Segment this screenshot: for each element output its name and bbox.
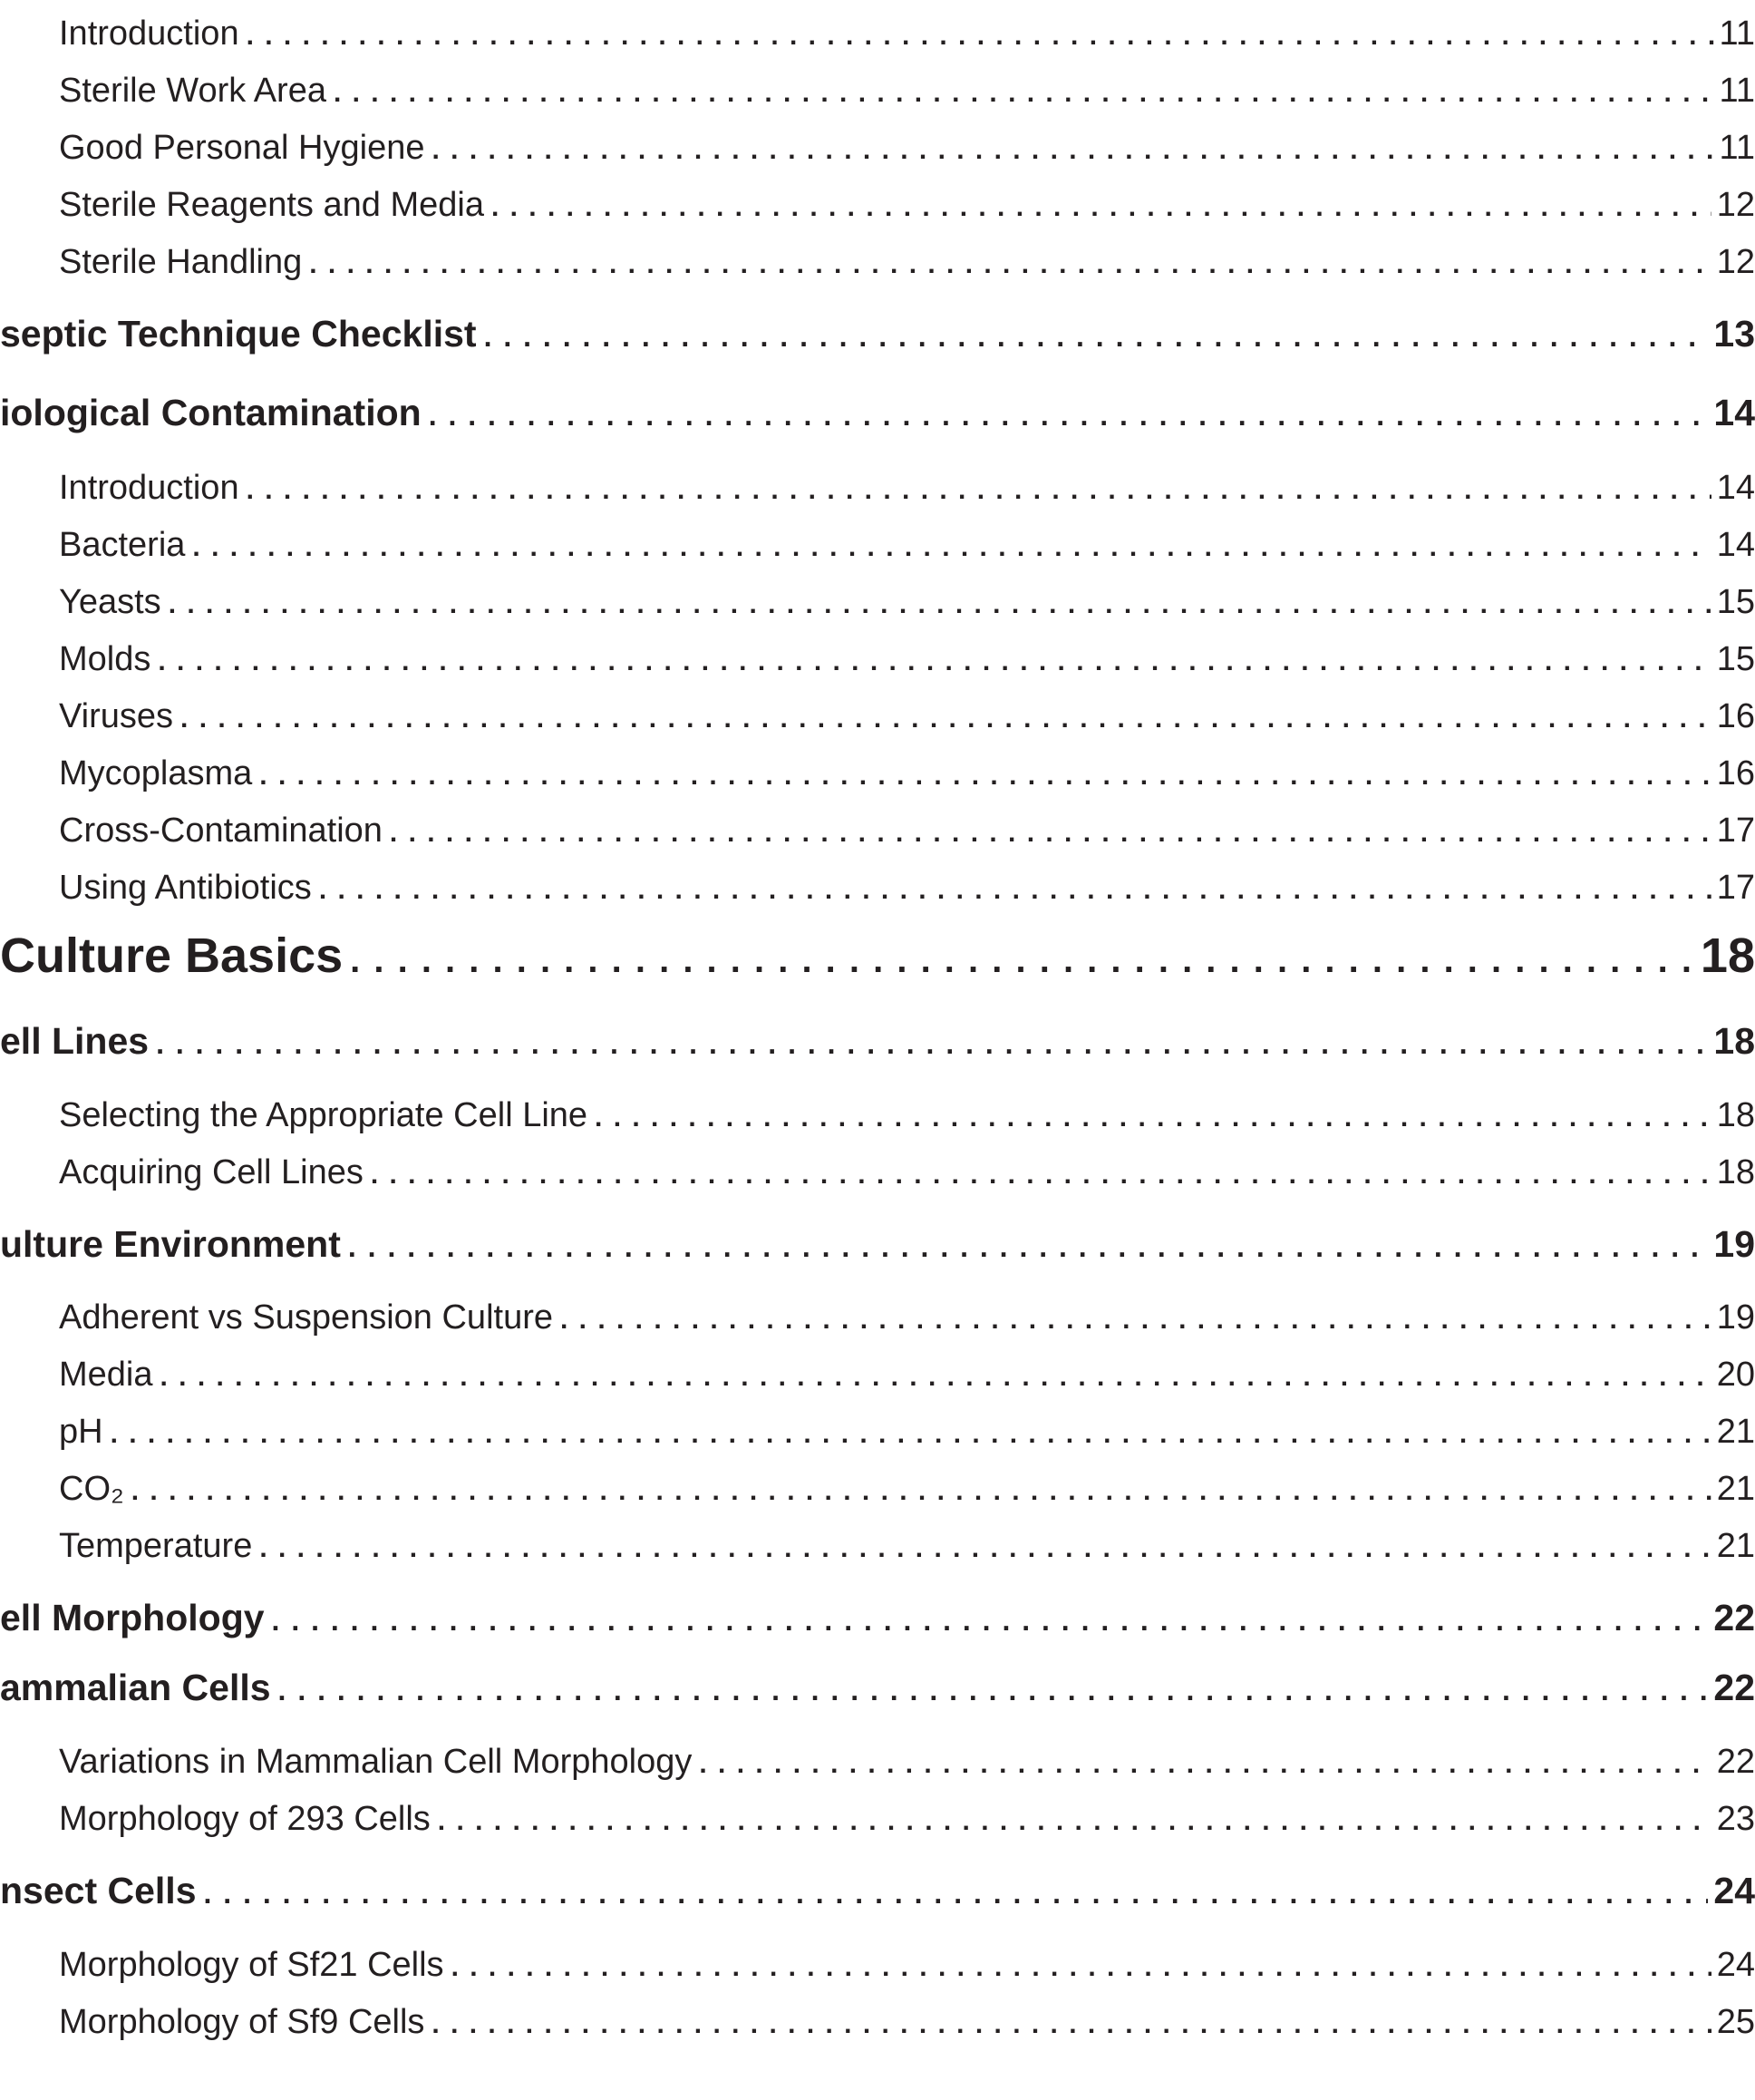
toc-entry-title: iological Contamination [0,392,422,433]
toc-entry-page: 19 [1716,1298,1755,1337]
toc-entry-title: Media [59,1356,153,1394]
toc-entry-title: Mycoplasma [59,754,253,792]
toc-entry-title: ell Morphology [0,1597,265,1638]
toc-entry-ph[interactable] [0,1409,1755,1454]
toc-entry-title: Variations in Mammalian Cell Morphology [59,1743,693,1781]
toc-entry-title: Sterile Reagents and Media [59,186,484,224]
toc-entry-title: Acquiring Cell Lines [59,1153,364,1191]
dot-leader [431,128,1713,173]
toc-entry-page: 13 [1713,313,1755,355]
toc-entry-page: 12 [1716,243,1755,281]
toc-entry-title: Viruses [59,697,174,735]
toc-entry-page: 20 [1716,1356,1755,1394]
toc-entry-title: Sterile Work Area [59,72,326,110]
toc-entry-page: 14 [1713,392,1755,433]
toc-entry-page: 15 [1716,640,1755,678]
toc-entry-page: 11 [1719,129,1755,167]
toc-entry-title: Adherent vs Suspension Culture [59,1298,553,1337]
dot-leader [319,868,1711,913]
toc-entry-temperature[interactable] [0,1523,1755,1569]
toc-entry-title: septic Technique Checklist [0,313,477,355]
toc-entry-page: 18 [1700,928,1755,983]
dot-leader [491,185,1711,230]
toc-entry-title: Morphology of Sf9 Cells [59,2003,425,2041]
dot-leader [247,14,1714,59]
dot-leader [309,242,1711,287]
toc-entry-page: 18 [1716,1153,1755,1191]
toc-entry-page: 12 [1716,186,1755,224]
dot-leader [160,1355,1711,1400]
toc-entry-mammalian-cells[interactable] [0,1662,1755,1713]
toc-entry-title: Good Personal Hygiene [59,129,425,167]
toc-entry-title: Introduction [59,15,239,53]
toc-entry-co2[interactable] [0,1466,1755,1512]
toc-entry-introduction-2[interactable] [0,465,1755,510]
toc-entry-page: 11 [1719,72,1755,110]
toc-entry-cross-contamination[interactable] [0,808,1755,853]
toc-entry-morphology-of-sf9-cells[interactable] [0,1999,1755,2045]
toc-entry-title: Sterile Handling [59,243,303,281]
dot-leader [429,390,1709,441]
toc-entry-sterile-work-area[interactable] [0,68,1755,113]
dot-leader [169,582,1711,627]
toc-entry-mycoplasma[interactable] [0,751,1755,796]
toc-entry-introduction[interactable] [0,11,1755,56]
dot-leader [192,525,1711,570]
toc-entry-insect-cells[interactable] [0,1865,1755,1916]
toc-entry-title: Introduction [59,469,239,507]
toc-entry-title: Selecting the Appropriate Cell Line [59,1096,588,1134]
toc-entry-morphology-of-sf21-cells[interactable] [0,1942,1755,1988]
toc-entry-title: pH [59,1413,103,1451]
dot-leader [348,1221,1709,1272]
toc-entry-molds[interactable] [0,637,1755,682]
dot-leader [259,753,1711,799]
toc-entry-title: Yeasts [59,583,161,621]
dot-leader [272,1595,1709,1646]
dot-leader [131,1469,1711,1514]
toc-entry-page: 14 [1716,469,1755,507]
toc-entry-title: CO₂ [59,1470,124,1508]
dot-leader [158,639,1711,685]
toc-entry-aseptic-technique-checklist[interactable] [0,308,1755,359]
dot-leader [278,1665,1709,1716]
toc-entry-title: ammalian Cells [0,1667,271,1708]
toc-entry-title: Culture Basics [0,928,344,983]
dot-leader [111,1412,1711,1457]
toc-entry-title: Temperature [59,1527,253,1565]
toc-entry-sterile-handling[interactable] [0,239,1755,285]
toc-entry-page: 24 [1713,1870,1755,1911]
dot-leader [156,1018,1708,1069]
toc-entry-sterile-reagents-and-media[interactable] [0,182,1755,228]
toc-entry-title: Cross-Contamination [59,812,383,850]
toc-entry-page: 17 [1716,869,1755,907]
toc-entry-title: Using Antibiotics [59,869,312,907]
dot-leader [350,929,1695,991]
toc-entry-page: 21 [1716,1413,1755,1451]
toc-entry-page: 22 [1713,1597,1755,1638]
toc-entry-title: nsect Cells [0,1870,197,1911]
dot-leader [259,1526,1711,1571]
toc-entry-page: 22 [1713,1667,1755,1708]
toc-entry-page: 11 [1719,15,1755,53]
toc-entry-page: 21 [1716,1527,1755,1565]
toc-entry-culture-basics[interactable] [0,925,1755,987]
dot-leader [431,2002,1711,2047]
toc-entry-bacteria[interactable] [0,522,1755,568]
toc-entry-selecting-the-appropriate-cell-line[interactable] [0,1093,1755,1138]
dot-leader [180,696,1711,742]
toc-entry-page: 25 [1716,2003,1755,2041]
dot-leader [484,311,1709,362]
toc-entry-page: 14 [1716,526,1755,564]
dot-leader [204,1868,1709,1919]
toc-entry-cell-morphology[interactable] [0,1592,1755,1643]
dot-leader [451,1945,1711,1990]
toc-entry-page: 24 [1716,1946,1755,1984]
toc-entry-page: 21 [1716,1470,1755,1508]
toc-entry-cell-lines[interactable] [0,1016,1755,1066]
toc-entry-title: Morphology of Sf21 Cells [59,1946,444,1984]
toc-entry-page: 22 [1716,1743,1755,1781]
toc-entry-page: 16 [1716,754,1755,792]
toc-entry-yeasts[interactable] [0,579,1755,625]
dot-leader [560,1298,1711,1343]
toc-entry-page: 17 [1716,812,1755,850]
toc-entry-title: Molds [59,640,151,678]
toc-entry-title: Morphology of 293 Cells [59,1800,431,1838]
toc-entry-title: ulture Environment [0,1223,341,1265]
dot-leader [247,468,1711,513]
toc-entry-good-personal-hygiene[interactable] [0,125,1755,170]
dot-leader [334,71,1714,116]
toc-entry-media[interactable] [0,1352,1755,1397]
dot-leader [699,1742,1711,1787]
toc-entry-culture-environment[interactable] [0,1219,1755,1269]
dot-leader [371,1152,1711,1198]
toc-entry-adherent-vs-suspension-culture[interactable] [0,1295,1755,1340]
toc-entry-morphology-of-293-cells[interactable] [0,1796,1755,1842]
dot-leader [390,811,1711,856]
dot-leader [438,1799,1711,1844]
toc-entry-page: 19 [1713,1223,1755,1265]
toc-entry-acquiring-cell-lines[interactable] [0,1150,1755,1195]
dot-leader [595,1095,1711,1141]
toc-entry-page: 18 [1716,1096,1755,1134]
toc-entry-page: 15 [1716,583,1755,621]
toc-entry-title: Bacteria [59,526,186,564]
toc-entry-page: 23 [1716,1800,1755,1838]
toc-entry-title: ell Lines [0,1020,150,1062]
toc-entry-variations-in-mammalian-cell-morphology[interactable] [0,1739,1755,1784]
toc-entry-viruses[interactable] [0,694,1755,739]
toc-entry-page: 18 [1713,1020,1755,1062]
toc-entry-biological-contamination[interactable] [0,387,1755,438]
toc-entry-using-antibiotics[interactable] [0,865,1755,910]
toc-entry-page: 16 [1716,697,1755,735]
